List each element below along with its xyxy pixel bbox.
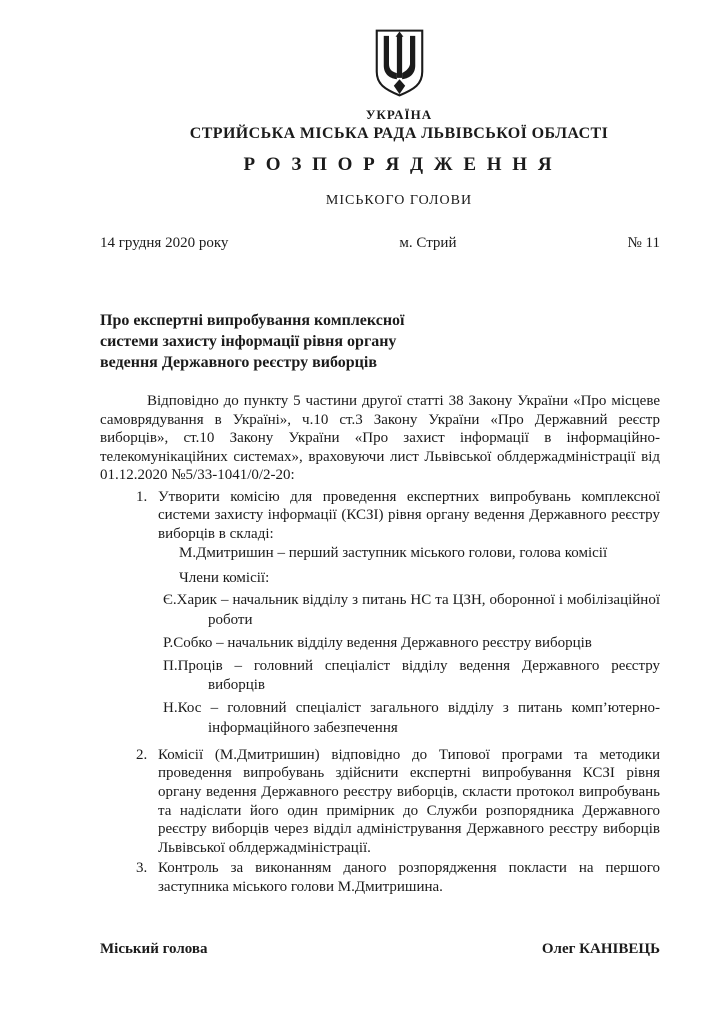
document-place: м. Стрий bbox=[399, 235, 457, 251]
issuer-heading: МІСЬКОГО ГОЛОВИ bbox=[325, 193, 473, 208]
document-type-heading: Р О З П О Р Я Д Ж Е Н Н Я bbox=[243, 154, 555, 175]
meta-row bbox=[100, 234, 660, 253]
commission-members-label: Члени комісії: bbox=[179, 569, 270, 586]
commission-member: Н.Кос – головний спеціаліст загального відділу з питань комп’ютерно-інформаційного забезпечення bbox=[163, 700, 660, 737]
letterhead bbox=[138, 28, 660, 209]
item-text: Комісії (М.Дмитришин) відповідно до Типової програми та методики проведення випробувань здійснити експертні випробування КСЗІ рівня органу ведення Державного реєстру виборців, скласти протокол випробувань та надіслати його один примірник до Служби розпорядника Державного реєстру виборців через відділ адміністрування Державного реєстру виборців Львівської облдержадміністрації. bbox=[158, 746, 660, 856]
item-text: Контроль за виконанням даного розпорядження покласти на першого заступника міського голови М.Дмитришина. bbox=[158, 860, 660, 896]
commission-member: П.Проців – головний спеціаліст відділу ведення Державного реєстру виборців bbox=[163, 657, 660, 694]
item-number: 2. bbox=[136, 746, 148, 763]
subject-line: ведення Державного реєстру виборців bbox=[100, 354, 377, 371]
subject-line: системи захисту інформації рівня органу bbox=[100, 333, 397, 350]
authority-name: СТРИЙСЬКА МІСЬКА РАДА ЛЬВІВСЬКОЇ ОБЛАСТІ bbox=[189, 125, 609, 142]
country-name: УКРАЇНА bbox=[365, 107, 433, 122]
preamble-paragraph: Відповідно до пункту 5 частини другої статті 38 Закону України «Про місцеве самоврядування в Україні», ч.10 ст.3 Закону України «Про Державний реєстр виборців», ст.10 Закону України «Про захист інформації в інформаційно-телекомунікаційних системах», враховуючи лист Львівської облдержадміністрації від 01.12.2020 №5/33-1041/0/2-20: bbox=[100, 393, 660, 483]
document-number: № 11 bbox=[627, 235, 660, 251]
subject-title bbox=[100, 310, 660, 373]
commission-member: Є.Харик – начальник відділу з питань НС та ЦЗН, оборонної і мобілізаційної роботи bbox=[163, 592, 660, 629]
item-number: 1. bbox=[136, 488, 148, 505]
order-item-3 bbox=[100, 859, 660, 896]
ukraine-trident-emblem-icon bbox=[373, 28, 426, 98]
commission-member: Р.Собко – начальник відділу ведення Державного реєстру виборців bbox=[163, 634, 592, 651]
signatory-position: Міський голова bbox=[100, 940, 208, 957]
document-date: 14 грудня 2020 року bbox=[100, 235, 229, 251]
commission-chair: М.Дмитришин – перший заступник міського голови, голова комісії bbox=[179, 545, 608, 562]
subject-line: Про експертні випробування комплексної bbox=[100, 312, 405, 329]
item-number: 3. bbox=[136, 860, 148, 877]
item-text: Утворити комісію для проведення експертних випробувань комплексної системи захисту інформації (КСЗІ) рівня органу ведення Державного реєстру виборців в складі: bbox=[158, 488, 660, 542]
order-item-2 bbox=[100, 746, 660, 858]
signature-row bbox=[100, 940, 660, 959]
order-item-1 bbox=[100, 488, 660, 544]
signatory-name: Олег КАНІВЕЦЬ bbox=[541, 940, 660, 957]
